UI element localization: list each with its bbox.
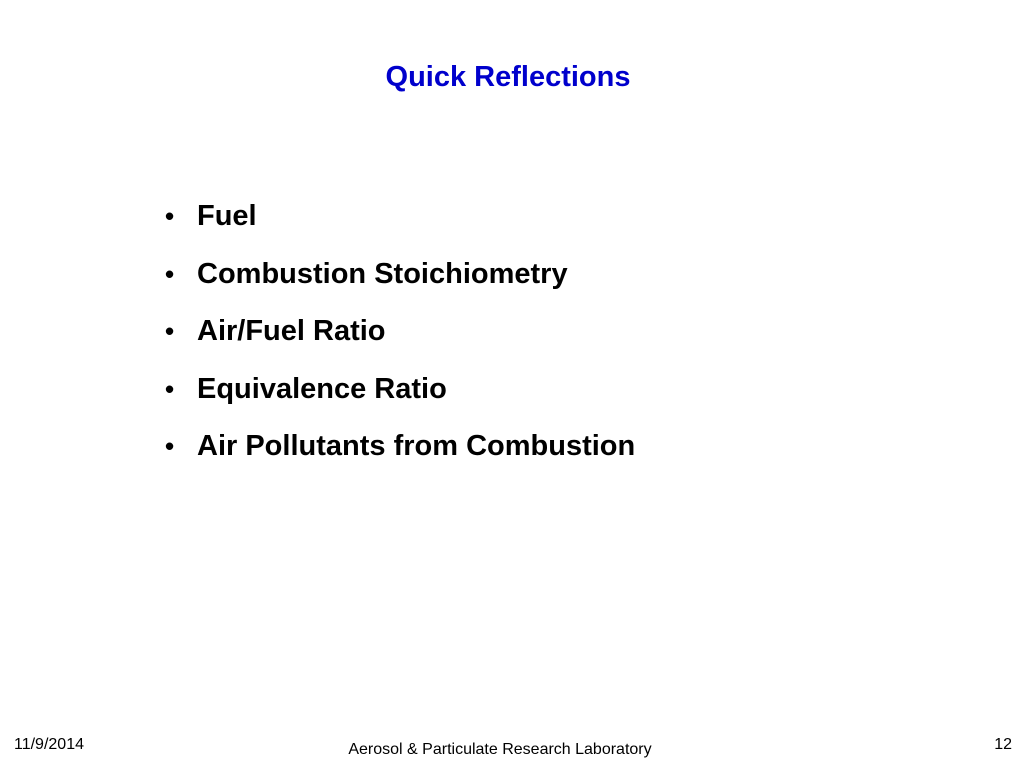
footer-date: 11/9/2014 — [14, 736, 84, 753]
slide-title: Quick Reflections — [385, 61, 631, 93]
footer-page-number: 12 — [994, 736, 1012, 753]
bullet-text: Equivalence Ratio — [197, 372, 447, 405]
footer-organization: Aerosol & Particulate Research Laboratory — [348, 741, 652, 758]
bullet-marker: • — [165, 258, 175, 289]
bullet-text: Combustion Stoichiometry — [197, 257, 568, 290]
bullet-text: Air Pollutants from Combustion — [197, 430, 636, 462]
bullet-marker: • — [165, 431, 175, 461]
bullet-text: Fuel — [197, 200, 257, 232]
bullet-marker: • — [165, 316, 175, 346]
bullet-marker: • — [165, 373, 175, 404]
bullet-marker: • — [165, 201, 175, 231]
bullet-text: Air/Fuel Ratio — [197, 315, 386, 347]
